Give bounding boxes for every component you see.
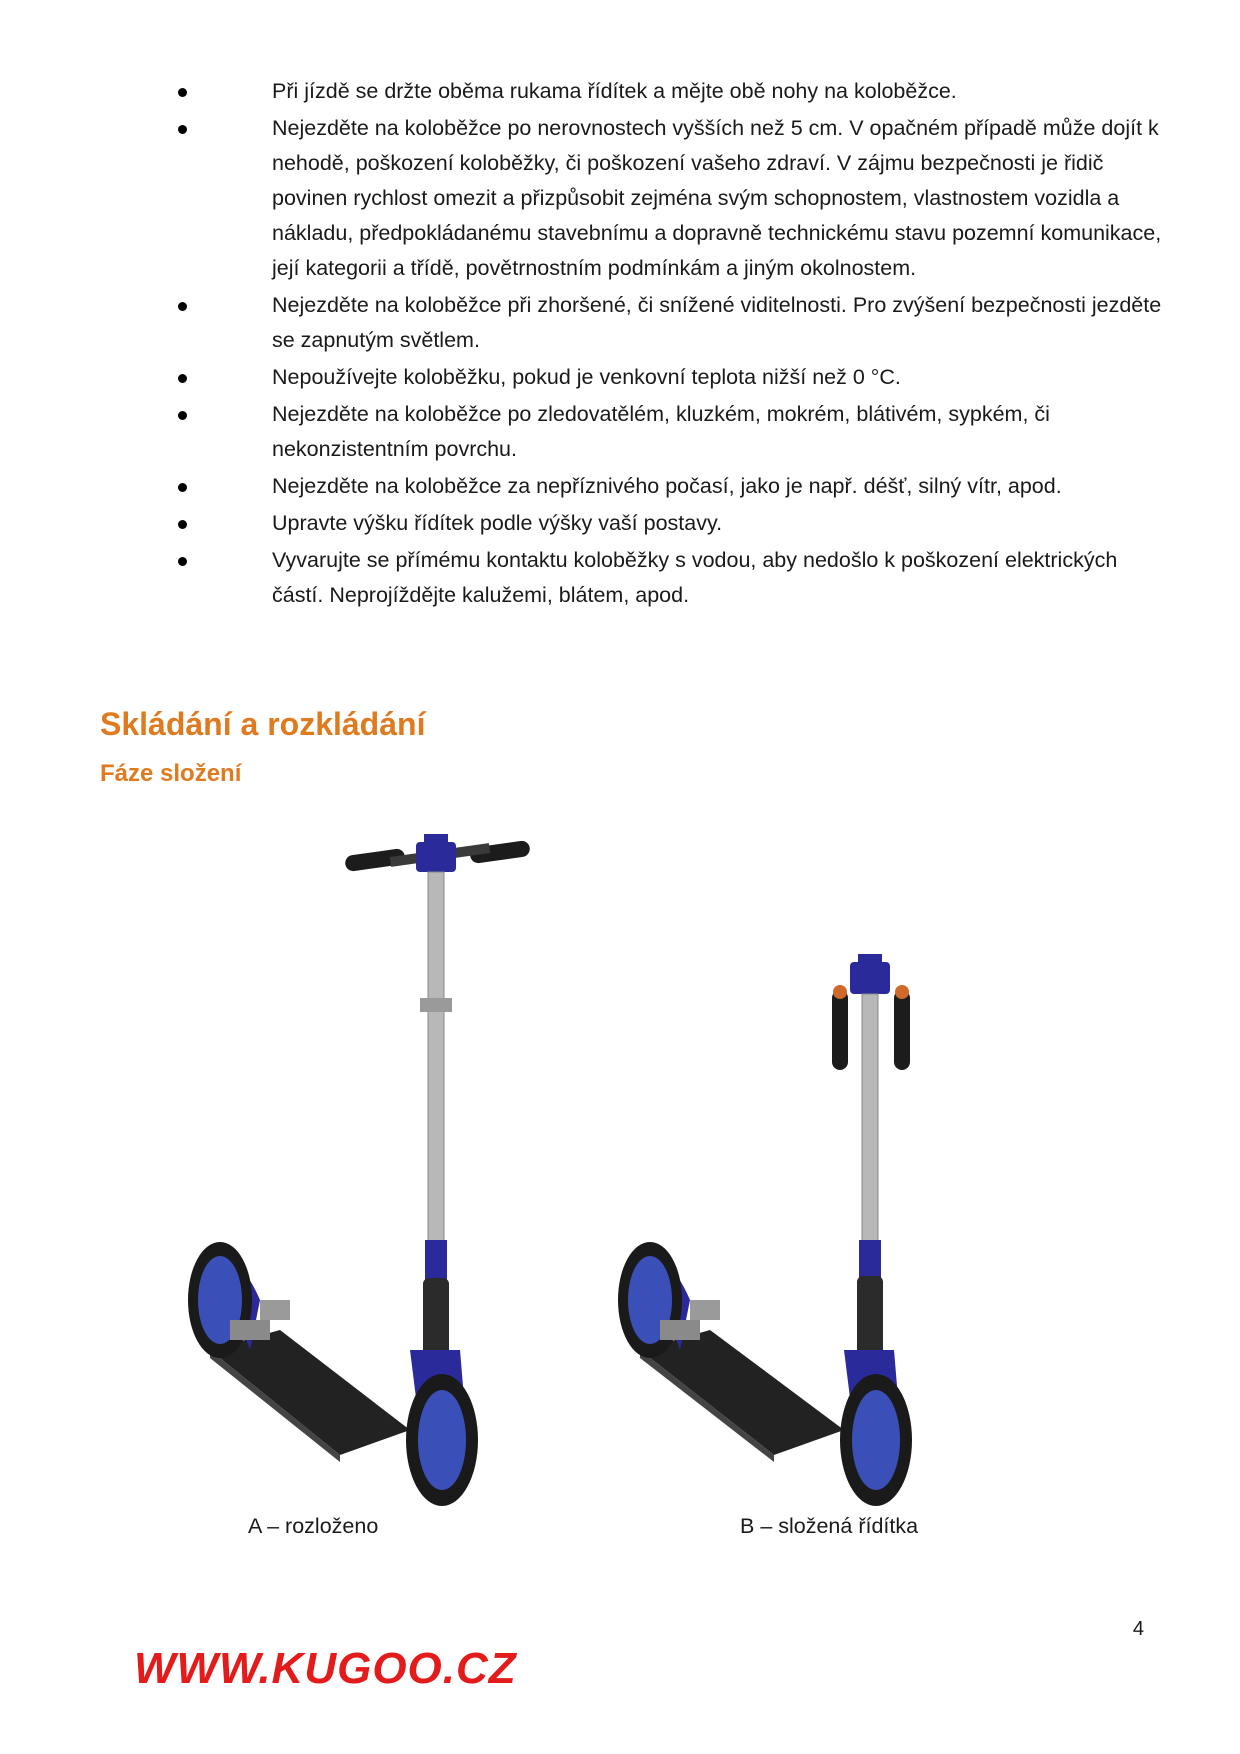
bullet-dot-icon — [178, 483, 187, 492]
bullet-dot-icon — [178, 557, 187, 566]
section-title: Skládání a rozkládání — [100, 706, 426, 742]
bullet-item — [168, 506, 1168, 541]
bullet-item — [168, 74, 1168, 109]
scooter-folded-handlebars-illustration — [600, 950, 960, 1510]
bullet-item — [168, 360, 1168, 395]
bullet-dot-icon — [178, 88, 187, 97]
website-footer: WWW.KUGOO.CZ — [134, 1644, 517, 1693]
bullet-item — [168, 111, 1168, 286]
bullet-item — [168, 288, 1168, 358]
bullet-item — [168, 543, 1168, 613]
safety-bullet-list — [168, 74, 1168, 615]
bullet-text: Nejezděte na koloběžce při zhoršené, či snížené viditelnosti. Pro zvýšení bezpečnosti jezděte se zapnutým světlem. — [272, 293, 1162, 352]
bullet-dot-icon — [178, 374, 187, 383]
bullet-dot-icon — [178, 125, 187, 134]
bullet-dot-icon — [178, 302, 187, 311]
page-number: 4 — [1132, 1618, 1144, 1640]
scooter-unfolded-illustration — [170, 830, 530, 1510]
subsection-title: Fáze složení — [100, 760, 242, 787]
figure-b-caption: B – složená řídítka — [740, 1514, 919, 1538]
bullet-item — [168, 469, 1168, 504]
bullet-dot-icon — [178, 411, 187, 420]
bullet-text: Nepoužívejte koloběžku, pokud je venkovní teplota nižší než 0 °C. — [272, 365, 901, 389]
bullet-text: Vyvarujte se přímému kontaktu koloběžky s vodou, aby nedošlo k poškození elektrických částí. Neprojíždějte kalužemi, blátem, apod. — [272, 548, 1118, 607]
figure-a-caption: A – rozloženo — [248, 1514, 379, 1538]
bullet-text: Nejezděte na koloběžce po zledovatělém, kluzkém, mokrém, blátivém, sypkém, či nekonzistentním povrchu. — [272, 402, 1050, 461]
bullet-text: Upravte výšku řídítek podle výšky vaší postavy. — [272, 511, 723, 535]
bullet-text: Při jízdě se držte oběma rukama řídítek a mějte obě nohy na koloběžce. — [272, 79, 957, 103]
bullet-item — [168, 397, 1168, 467]
bullet-text: Nejezděte na koloběžce za nepříznivého počasí, jako je např. déšť, silný vítr, apod. — [272, 474, 1062, 498]
bullet-text: Nejezděte na koloběžce po nerovnostech vyšších než 5 cm. V opačném případě může dojít k nehodě, poškození koloběžky, či poškození vašeho zdraví. V zájmu bezpečnosti je řidič povinen rychlost omezit a přizpůsobit zejména svým schopnostem, vlastnostem vozidla a nákladu, předpokládanému stavebnímu a dopravně technickému stavu pozemní komunikace, její kategorii a třídě, povětrnostním podmínkám a jiným okolnostem. — [272, 116, 1162, 280]
bullet-dot-icon — [178, 520, 187, 529]
